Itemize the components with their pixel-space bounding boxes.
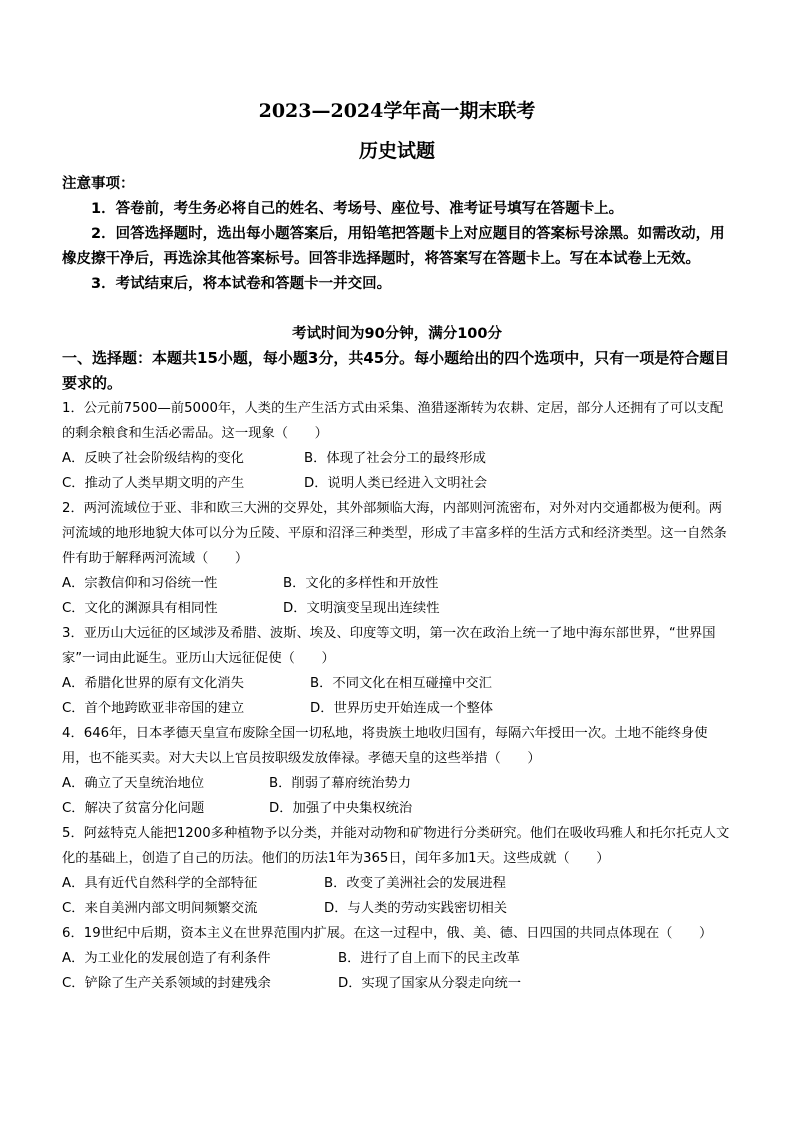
question-stem: 3．亚历山大远征的区域涉及希腊、波斯、埃及、印度等文明，第一次在政治上统一了地中海东部世界，“世界国家”一词由此诞生。亚历山大远征促使（ ） (62, 626, 716, 666)
question-5 (62, 821, 734, 921)
option-row (62, 946, 734, 971)
option-row (62, 671, 734, 696)
notice-item: 3．考试结束后，将本试卷和答题卡一并交回。 (91, 276, 392, 292)
option-row (62, 571, 734, 596)
question-stem: 4．646年，日本孝德天皇宣布废除全国一切私地，将贵族土地收归国有，每隔六年授田一次。土地不能终身使用，也不能买卖。对大夫以上官员按职级发放俸禄。孝德天皇的这些举措（ ） (62, 726, 708, 766)
question-2 (62, 496, 734, 621)
question-3 (62, 621, 734, 721)
notice-list (62, 197, 730, 297)
option-b: B．不同文化在相互碰撞中交汇 (310, 676, 492, 691)
option-row (62, 696, 734, 721)
notice-heading: 注意事项： (62, 176, 135, 192)
option-b: B．进行了自上而下的民主改革 (338, 951, 520, 966)
option-row (62, 971, 734, 996)
option-row (62, 871, 734, 896)
option-b: B．削弱了幕府统治势力 (269, 776, 412, 791)
question-stem: 1．公元前7500—前5000年，人类的生产生活方式由采集、渔猎逐渐转为农耕、定居，部分人还拥有了可以支配的剩余粮食和生活必需品。这一现象（ ） (62, 401, 724, 441)
question-1 (62, 396, 734, 496)
exam-time-info: 考试时间为90分钟，满分100分 (292, 326, 502, 342)
question-list (62, 396, 734, 996)
notice-item: 2．回答选择题时，选出每小题答案后，用铅笔把答题卡上对应题目的答案标号涂黑。如需改动，用橡皮擦干净后，再选涂其他答案标号。回答非选择题时，将答案写在答题卡上。写在本试卷上无效。 (62, 226, 725, 267)
option-c: C．首个地跨欧亚非帝国的建立 (62, 701, 245, 716)
option-d: D．加强了中央集权统治 (269, 801, 413, 816)
option-row (62, 796, 734, 821)
option-d: D．世界历史开始连成一个整体 (310, 701, 494, 716)
option-c: C．解决了贫富分化问题 (62, 801, 205, 816)
option-row (62, 471, 734, 496)
notice-item: 1．答卷前，考生务必将自己的姓名、考场号、座位号、准考证号填写在答题卡上。 (91, 201, 624, 217)
option-d: D．实现了国家从分裂走向统一 (338, 976, 522, 991)
question-stem: 5．阿兹特克人能把1200多种植物予以分类，并能对动物和矿物进行分类研究。他们在吸收玛雅人和托尔托克人文化的基础上，创造了自己的历法。他们的历法1年为365日，闰年多加1天。这些成就（ ） (62, 826, 730, 866)
option-c: C．文化的渊源具有相同性 (62, 601, 218, 616)
section-heading: 一、选择题：本题共15小题，每小题3分，共45分。每小题给出的四个选项中，只有一项是符合题目要求的。 (62, 349, 730, 392)
option-a: A．为工业化的发展创造了有利条件 (62, 951, 271, 966)
option-row (62, 896, 734, 921)
option-a: A．反映了社会阶级结构的变化 (62, 451, 244, 466)
option-a: A．希腊化世界的原有文化消失 (62, 676, 244, 691)
option-d: D．文明演变呈现出连续性 (283, 601, 440, 616)
question-stem: 6．19世纪中后期，资本主义在世界范围内扩展。在这一过程中，俄、美、德、日四国的共同点体现在（ ） (62, 926, 713, 941)
option-b: B．体现了社会分工的最终形成 (304, 451, 486, 466)
option-c: C．来自美洲内部文明间频繁交流 (62, 901, 258, 916)
option-a: A．确立了天皇统治地位 (62, 776, 205, 791)
option-d: D．与人类的劳动实践密切相关 (324, 901, 508, 916)
option-a: A．具有近代自然科学的全部特征 (62, 876, 258, 891)
option-row (62, 446, 734, 471)
option-c: C．推动了人类早期文明的产生 (62, 476, 245, 491)
exam-subject-title: 历史试题 (358, 140, 435, 162)
exam-title: 2023—2024学年高一期末联考 (258, 100, 536, 122)
option-row (62, 596, 734, 621)
option-c: C．铲除了生产关系领域的封建残余 (62, 976, 271, 991)
option-b: B．改变了美洲社会的发展进程 (324, 876, 506, 891)
option-b: B．文化的多样性和开放性 (283, 576, 439, 591)
question-stem: 2．两河流域位于亚、非和欧三大洲的交界处，其外部频临大海，内部则河流密布，对外对内交通都极为便利。两河流域的地形地貌大体可以分为丘陵、平原和沼泽三种类型，形成了丰富多样的生活方式和经济类型。这一自然条件有助于解释两河流域（ ） (62, 501, 727, 566)
question-4 (62, 721, 734, 821)
option-row (62, 771, 734, 796)
question-6 (62, 921, 734, 996)
option-d: D．说明人类已经进入文明社会 (304, 476, 488, 491)
option-a: A．宗教信仰和习俗统一性 (62, 576, 218, 591)
